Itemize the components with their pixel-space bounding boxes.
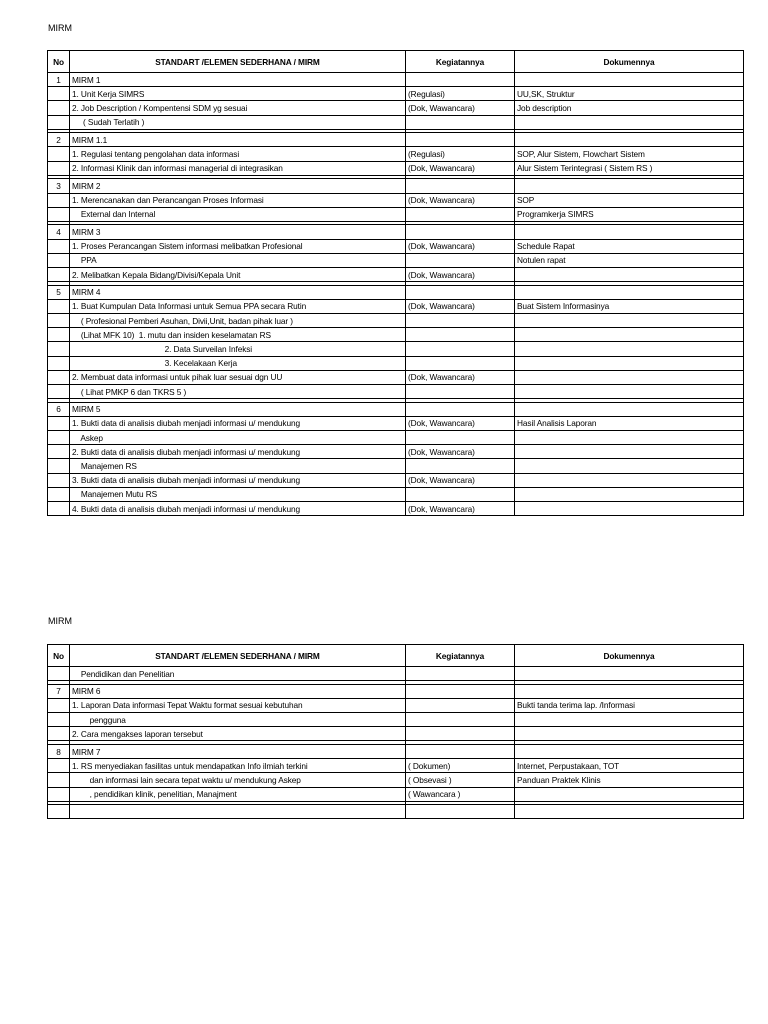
header-activity: Kegiatannya xyxy=(406,51,515,73)
cell-no xyxy=(48,459,70,473)
cell-document xyxy=(515,342,744,356)
cell-activity xyxy=(406,115,515,129)
cell-activity xyxy=(406,384,515,398)
cell-standard: Pendidikan dan Penelitian xyxy=(70,667,406,681)
cell-document xyxy=(515,744,744,758)
cell-document: SOP xyxy=(515,193,744,207)
cell-standard: , pendidikan klinik, penelitian, Manajment xyxy=(70,787,406,801)
cell-document xyxy=(515,667,744,681)
table-row xyxy=(48,416,744,430)
header-no: No xyxy=(48,51,70,73)
cell-no: 7 xyxy=(48,684,70,698)
cell-no xyxy=(48,370,70,384)
table-body-2 xyxy=(48,667,744,819)
cell-standard: 1. Bukti data di analisis diubah menjadi informasi u/ mendukung xyxy=(70,416,406,430)
cell-no xyxy=(48,314,70,328)
cell-no: 4 xyxy=(48,225,70,239)
table-row xyxy=(48,328,744,342)
cell-document xyxy=(515,459,744,473)
cell-activity: (Regulasi) xyxy=(406,147,515,161)
table-row xyxy=(48,713,744,727)
table-row xyxy=(48,193,744,207)
cell-no xyxy=(48,501,70,515)
cell-activity xyxy=(406,805,515,819)
cell-standard: 1. Buat Kumpulan Data Informasi untuk Semua PPA secara Rutin xyxy=(70,299,406,313)
cell-activity xyxy=(406,727,515,741)
cell-activity xyxy=(406,285,515,299)
cell-no: 1 xyxy=(48,73,70,87)
cell-no xyxy=(48,356,70,370)
cell-document xyxy=(515,805,744,819)
section-1-title: MIRM xyxy=(48,23,72,33)
cell-document: Panduan Praktek Klinis xyxy=(515,773,744,787)
cell-no xyxy=(48,759,70,773)
table-row xyxy=(48,314,744,328)
cell-no xyxy=(48,727,70,741)
table-row xyxy=(48,773,744,787)
table-row xyxy=(48,744,744,758)
cell-document xyxy=(515,133,744,147)
cell-document xyxy=(515,370,744,384)
cell-document xyxy=(515,473,744,487)
cell-no xyxy=(48,805,70,819)
cell-document: UU,SK, Struktur xyxy=(515,87,744,101)
cell-activity xyxy=(406,225,515,239)
table-row xyxy=(48,684,744,698)
cell-activity xyxy=(406,253,515,267)
cell-activity: (Dok, Wawancara) xyxy=(406,370,515,384)
table-row xyxy=(48,239,744,253)
cell-document xyxy=(515,115,744,129)
cell-document xyxy=(515,73,744,87)
cell-activity: (Dok, Wawancara) xyxy=(406,161,515,175)
cell-standard: MIRM 4 xyxy=(70,285,406,299)
cell-standard: MIRM 1.1 xyxy=(70,133,406,147)
cell-standard: MIRM 6 xyxy=(70,684,406,698)
cell-standard: MIRM 3 xyxy=(70,225,406,239)
cell-standard: Manajemen Mutu RS xyxy=(70,487,406,501)
table-row xyxy=(48,459,744,473)
cell-document xyxy=(515,487,744,501)
cell-standard: 1. RS menyediakan fasilitas untuk mendapatkan Info ilmiah terkini xyxy=(70,759,406,773)
cell-standard: 1. Proses Perancangan Sistem informasi melibatkan Profesional xyxy=(70,239,406,253)
table-row xyxy=(48,431,744,445)
cell-no xyxy=(48,253,70,267)
cell-activity: (Dok, Wawancara) xyxy=(406,193,515,207)
cell-activity: ( Obsevasi ) xyxy=(406,773,515,787)
cell-standard: 1. Merencanakan dan Perancangan Proses Informasi xyxy=(70,193,406,207)
cell-standard: MIRM 1 xyxy=(70,73,406,87)
cell-no xyxy=(48,299,70,313)
header-document: Dokumennya xyxy=(515,645,744,667)
table-row xyxy=(48,698,744,712)
cell-activity xyxy=(406,459,515,473)
cell-no xyxy=(48,207,70,221)
cell-activity: (Dok, Wawancara) xyxy=(406,473,515,487)
cell-activity xyxy=(406,133,515,147)
cell-no xyxy=(48,115,70,129)
cell-no xyxy=(48,239,70,253)
cell-standard: 4. Bukti data di analisis diubah menjadi informasi u/ mendukung xyxy=(70,501,406,515)
cell-standard: 1. Regulasi tentang pengolahan data informasi xyxy=(70,147,406,161)
cell-no xyxy=(48,342,70,356)
cell-document: Buat Sistem Informasinya xyxy=(515,299,744,313)
cell-activity xyxy=(406,207,515,221)
cell-activity xyxy=(406,179,515,193)
cell-standard xyxy=(70,805,406,819)
cell-standard: 3. Bukti data di analisis diubah menjadi informasi u/ mendukung xyxy=(70,473,406,487)
cell-no: 5 xyxy=(48,285,70,299)
header-no: No xyxy=(48,645,70,667)
cell-standard: dan informasi lain secara tepat waktu u/ mendukung Askep xyxy=(70,773,406,787)
table-row xyxy=(48,787,744,801)
cell-document: SOP, Alur Sistem, Flowchart Sistem xyxy=(515,147,744,161)
cell-document xyxy=(515,445,744,459)
cell-document xyxy=(515,225,744,239)
cell-standard: ( Lihat PMKP 6 dan TKRS 5 ) xyxy=(70,384,406,398)
table-row xyxy=(48,370,744,384)
cell-activity xyxy=(406,402,515,416)
cell-no: 8 xyxy=(48,744,70,758)
cell-no xyxy=(48,487,70,501)
cell-standard: pengguna xyxy=(70,713,406,727)
cell-activity: ( Wawancara ) xyxy=(406,787,515,801)
cell-document xyxy=(515,402,744,416)
table-row xyxy=(48,207,744,221)
table-row xyxy=(48,356,744,370)
table-row xyxy=(48,402,744,416)
cell-activity: ( Dokumen) xyxy=(406,759,515,773)
cell-activity xyxy=(406,684,515,698)
cell-document xyxy=(515,787,744,801)
table-row xyxy=(48,101,744,115)
table-row xyxy=(48,87,744,101)
table-row xyxy=(48,473,744,487)
cell-no xyxy=(48,384,70,398)
cell-no xyxy=(48,161,70,175)
cell-document: Internet, Perpustakaan, TOT xyxy=(515,759,744,773)
cell-no xyxy=(48,193,70,207)
cell-standard: 2. Cara mengakses laporan tersebut xyxy=(70,727,406,741)
cell-standard: ( Sudah Terlatih ) xyxy=(70,115,406,129)
cell-activity: (Dok, Wawancara) xyxy=(406,267,515,281)
table-row xyxy=(48,147,744,161)
cell-document: Hasil Analisis Laporan xyxy=(515,416,744,430)
cell-no: 3 xyxy=(48,179,70,193)
cell-standard: 2. Membuat data informasi untuk pihak luar sesuai dgn UU xyxy=(70,370,406,384)
cell-document xyxy=(515,179,744,193)
cell-standard: 1. Laporan Data informasi Tepat Waktu format sesuai kebutuhan xyxy=(70,698,406,712)
cell-activity xyxy=(406,342,515,356)
cell-activity xyxy=(406,667,515,681)
cell-standard: 2. Bukti data di analisis diubah menjadi informasi u/ mendukung xyxy=(70,445,406,459)
cell-document: Schedule Rapat xyxy=(515,239,744,253)
cell-standard: (Lihat MFK 10) 1. mutu dan insiden keselamatan RS xyxy=(70,328,406,342)
cell-standard: 3. Kecelakaan Kerja xyxy=(70,356,406,370)
cell-standard: MIRM 2 xyxy=(70,179,406,193)
cell-document: Notulen rapat xyxy=(515,253,744,267)
cell-document xyxy=(515,328,744,342)
cell-activity xyxy=(406,356,515,370)
table-row xyxy=(48,267,744,281)
table-row xyxy=(48,445,744,459)
cell-no xyxy=(48,713,70,727)
cell-no xyxy=(48,773,70,787)
cell-standard: Askep xyxy=(70,431,406,445)
cell-standard: ( Profesional Pemberi Asuhan, Divii,Unit, badan pihak luar ) xyxy=(70,314,406,328)
section-2-title: MIRM xyxy=(48,616,72,626)
table-row xyxy=(48,342,744,356)
table-row xyxy=(48,161,744,175)
cell-activity: (Dok, Wawancara) xyxy=(406,416,515,430)
cell-activity xyxy=(406,431,515,445)
cell-activity: (Dok, Wawancara) xyxy=(406,239,515,253)
table-row xyxy=(48,501,744,515)
cell-no xyxy=(48,101,70,115)
cell-document xyxy=(515,384,744,398)
cell-standard: 2. Melibatkan Kepala Bidang/Divisi/Kepala Unit xyxy=(70,267,406,281)
table-row xyxy=(48,115,744,129)
header-standard: STANDART /ELEMEN SEDERHANA / MIRM xyxy=(70,645,406,667)
cell-document xyxy=(515,314,744,328)
cell-standard: 2. Job Description / Kompentensi SDM yg sesuai xyxy=(70,101,406,115)
cell-activity xyxy=(406,73,515,87)
cell-no xyxy=(48,147,70,161)
cell-no xyxy=(48,698,70,712)
header-standard: STANDART /ELEMEN SEDERHANA / MIRM xyxy=(70,51,406,73)
table-row xyxy=(48,667,744,681)
cell-document xyxy=(515,727,744,741)
cell-document xyxy=(515,431,744,445)
cell-activity xyxy=(406,487,515,501)
cell-standard: External dan Internal xyxy=(70,207,406,221)
cell-activity xyxy=(406,698,515,712)
cell-document xyxy=(515,713,744,727)
table-row xyxy=(48,299,744,313)
table-row xyxy=(48,73,744,87)
cell-no xyxy=(48,787,70,801)
table-row xyxy=(48,384,744,398)
header-document: Dokumennya xyxy=(515,51,744,73)
standards-table-1 xyxy=(47,50,744,516)
table-row xyxy=(48,253,744,267)
table-row xyxy=(48,179,744,193)
cell-no xyxy=(48,431,70,445)
table-row xyxy=(48,727,744,741)
cell-activity xyxy=(406,328,515,342)
cell-activity xyxy=(406,713,515,727)
cell-no xyxy=(48,87,70,101)
header-activity: Kegiatannya xyxy=(406,645,515,667)
cell-document xyxy=(515,501,744,515)
cell-standard: MIRM 7 xyxy=(70,744,406,758)
cell-document xyxy=(515,267,744,281)
cell-activity: (Dok, Wawancara) xyxy=(406,299,515,313)
cell-no: 6 xyxy=(48,402,70,416)
cell-standard: MIRM 5 xyxy=(70,402,406,416)
cell-document: Job description xyxy=(515,101,744,115)
cell-activity: (Dok, Wawancara) xyxy=(406,501,515,515)
cell-document xyxy=(515,684,744,698)
table-row xyxy=(48,805,744,819)
cell-document: Programkerja SIMRS xyxy=(515,207,744,221)
table-row xyxy=(48,759,744,773)
cell-standard: 1. Unit Kerja SIMRS xyxy=(70,87,406,101)
cell-no xyxy=(48,416,70,430)
cell-activity: (Dok, Wawancara) xyxy=(406,445,515,459)
cell-activity xyxy=(406,744,515,758)
table-header-row xyxy=(48,51,744,73)
cell-no xyxy=(48,445,70,459)
table-row xyxy=(48,225,744,239)
table-header-row xyxy=(48,645,744,667)
cell-no xyxy=(48,473,70,487)
table-row xyxy=(48,487,744,501)
cell-activity xyxy=(406,314,515,328)
table-row xyxy=(48,285,744,299)
cell-standard: PPA xyxy=(70,253,406,267)
cell-no xyxy=(48,328,70,342)
cell-document: Bukti tanda terima lap. /Informasi xyxy=(515,698,744,712)
cell-document xyxy=(515,285,744,299)
cell-no xyxy=(48,267,70,281)
table-body-1 xyxy=(48,73,744,516)
cell-document: Alur Sistem Terintegrasi ( Sistem RS ) xyxy=(515,161,744,175)
cell-standard: 2. Data Surveilan Infeksi xyxy=(70,342,406,356)
cell-standard: Manajemen RS xyxy=(70,459,406,473)
cell-document xyxy=(515,356,744,370)
table-row xyxy=(48,133,744,147)
cell-no xyxy=(48,667,70,681)
cell-activity: (Dok, Wawancara) xyxy=(406,101,515,115)
standards-table-2 xyxy=(47,644,744,819)
cell-standard: 2. Informasi Klinik dan informasi managerial di integrasikan xyxy=(70,161,406,175)
cell-no: 2 xyxy=(48,133,70,147)
cell-activity: (Regulasi) xyxy=(406,87,515,101)
